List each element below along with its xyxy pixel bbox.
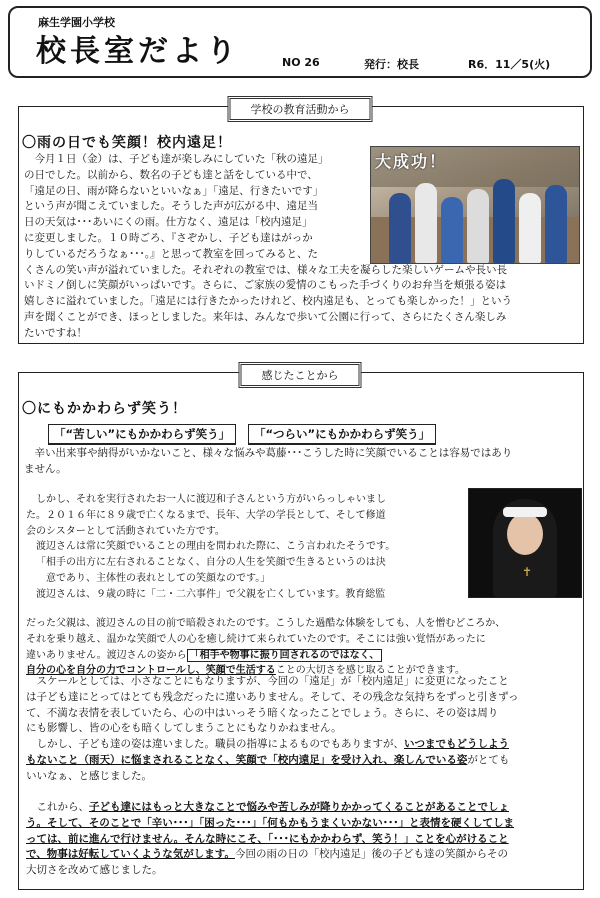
coif-shape xyxy=(503,507,547,517)
body-line: それを乗り越え、温かな笑顔で人の心を癒し続けて来られていたのです。そこには強い覚悟があったに xyxy=(26,633,486,645)
body-line: た。２０１６年に８９歳で亡くなるまで、長年、大学の学長として、そして修道 xyxy=(26,509,386,521)
emphasis-text: もないこと（雨天）に悩まされることなく、笑顔で「校内遠足」を受け入れ、楽しんでいる姿 xyxy=(26,753,468,766)
section2-intro xyxy=(24,446,580,478)
body-line: いいなぁ、と感じました。 xyxy=(26,769,152,782)
subheading-painful: 「“つらい”にもかかわらず笑う」 xyxy=(248,424,436,445)
excursion-photo-caption: 大成功！ xyxy=(375,152,448,171)
body-text: 違いありません。渡辺さんの姿から xyxy=(26,649,187,661)
body-line: スケールとしては、小さなことにもなりますが、今回の「遠足」が「校内遠足」に変更になったこと xyxy=(36,675,509,687)
face-shape xyxy=(507,513,543,555)
body-line: て、不満な表情を表していたら、心の中はいっそう暗くなったことでしょう。さらに、その姿は周り xyxy=(26,706,499,719)
body-line: いドミノ倒しに笑顔がいっぱいです。さらに、ご家族の愛情のこもった手づくりのお弁当を頬張る姿は xyxy=(24,279,507,292)
body-line: 日の天気は･･･あいにくの雨。仕方なく、遠足は「校内遠足」 xyxy=(24,216,313,229)
body-text: 今回の雨の日の「校内遠足」後の子ども達の笑顔からその xyxy=(234,848,508,861)
body-line: 嬉しさに溢れていました。「遠足には行きたかったけれど、校内遠足も、とっても楽しかった！」という xyxy=(24,295,513,308)
body-line xyxy=(26,753,582,769)
body-line: 辛い出来事や納得がいかないこと、様々な悩みや葛藤･･･こうした時に笑顔でいることは容易ではあり xyxy=(34,447,513,459)
body-line: 会のシスターとして活動されていた方です。 xyxy=(26,525,225,537)
body-text: ことの大切さを感じ取ることができます。 xyxy=(275,665,466,677)
emphasis-text: いつまでもどうしよう xyxy=(404,738,509,751)
body-line: に変更しました。１０時ごろ、『さぞかし、子ども達はがっか xyxy=(24,231,313,244)
body-line: りしているだろうなぁ･･･。』と思って教室を回ってみると、た xyxy=(24,247,318,260)
body-text: がとても xyxy=(467,753,510,766)
issue-number: NO 26 xyxy=(282,56,320,69)
body-line: 今月１日（金）は、子ども達が楽しみにしていた「秋の遠足」 xyxy=(34,153,329,165)
body-line: くさんの笑い声が溢れていました。それぞれの教室では、様々な工夫を凝らした楽しいゲームや長い長 xyxy=(24,263,507,276)
school-name: 麻生学園小学校 xyxy=(38,16,115,29)
header-box xyxy=(8,6,592,78)
section2-story-continued xyxy=(26,616,582,679)
body-line xyxy=(26,648,582,664)
cross-icon: ✝ xyxy=(522,565,533,579)
body-line: の日でした。以前から、数名の子ども達と話をしている中で、 xyxy=(24,168,318,181)
body-line: たいですね！ xyxy=(24,326,87,339)
section2-story xyxy=(26,492,464,603)
emphasis-text: 自分の心を自分の力でコントロールし、笑顔で生活する xyxy=(26,665,276,677)
emphasis-text: 子ども達にはもっと大きなことで悩みや苦しみが降りかかってくることがあることでしょ xyxy=(89,801,509,813)
emphasis-line: っては、前に進んで行けません。そんな時にこそ、「･･･にもかかわらず、笑う！」ことを心がけること xyxy=(26,832,509,845)
body-line: は子ども達にとってはとても残念だったに違いありません。そして、その残念な気持ちをずっと引きずっ xyxy=(26,690,519,703)
body-line: ません。 xyxy=(24,462,67,475)
subheading-hard: 「“苦しい”にもかかわらず笑う」 xyxy=(48,424,236,445)
body-line: だった父親は、渡辺さんの目の前で暗殺されたのです。こうした過酷な体験をしても、人を憎むどころか、 xyxy=(26,618,506,629)
headline-smile-anyway: 〇にもかかわらず笑う！ xyxy=(22,401,187,417)
body-line: 大切さを改めて感じました。 xyxy=(26,864,163,877)
emphasis-line: う。そして、そのことで「辛い･･･」「困った･･･」「何もかもうまくいかない･･･」と表情を硬くしてしま xyxy=(26,816,515,829)
section2-reflection xyxy=(26,674,582,785)
quote-line: 「相手の出方に左右されることなく、自分の人生を笑顔で生きるというのは決 xyxy=(36,557,386,569)
section-education-label: 学校の教育活動から xyxy=(228,96,373,122)
body-line: 声を聞くことができ、ほっとしました。来年は、みんなで歩いて公園に行って、さらにたくさん楽しみ xyxy=(24,310,507,323)
body-line: 渡辺さんは常に笑顔でいることの理由を問われた際に、こう言われたそうです。 xyxy=(36,541,396,553)
body-text: これから、 xyxy=(36,801,89,813)
newsletter-title: 校長室だより xyxy=(36,34,240,69)
body-line: にも影響し、皆の心をも暗くしてしまうことにもなりかねません。 xyxy=(26,722,342,735)
issue-date: R6．11／5(火) xyxy=(468,58,551,71)
headline-rain-excursion: 〇雨の日でも笑顔！校内遠足！ xyxy=(22,135,232,151)
body-line: 渡辺さんは、９歳の時に「二・二六事件」で父親を亡くしています。教育総監 xyxy=(36,588,386,600)
body-line xyxy=(26,737,582,753)
section2-closing xyxy=(26,800,582,879)
quote-line: 意であり、主体性の表れとしての笑顔なのです。」 xyxy=(46,572,271,584)
body-line: という声が聞こえていました。そうした声が広がる中、遠足当 xyxy=(24,200,318,213)
section1-body xyxy=(24,152,580,342)
emphasis-text: で、物事は好転していくような気がします。 xyxy=(26,848,235,861)
watanabe-photo xyxy=(468,488,582,598)
section-reflection-label: 感じたことから xyxy=(239,362,362,388)
body-line: しかし、それを実行されたお一人に渡辺和子さんという方がいらっしゃいまし xyxy=(36,494,386,505)
body-line xyxy=(26,800,582,816)
body-line xyxy=(26,847,582,863)
publisher: 発行：校長 xyxy=(364,58,419,71)
body-line: 「遠足の日、雨が降らないといいなぁ」「遠足、行きたいです」 xyxy=(24,184,324,197)
body-text: しかし、子ども達の姿は違いました。職員の指導によるものでもありますが、 xyxy=(36,738,404,751)
emphasis-text: 「相手や物事に振り回されるのではなく、 xyxy=(187,649,383,662)
